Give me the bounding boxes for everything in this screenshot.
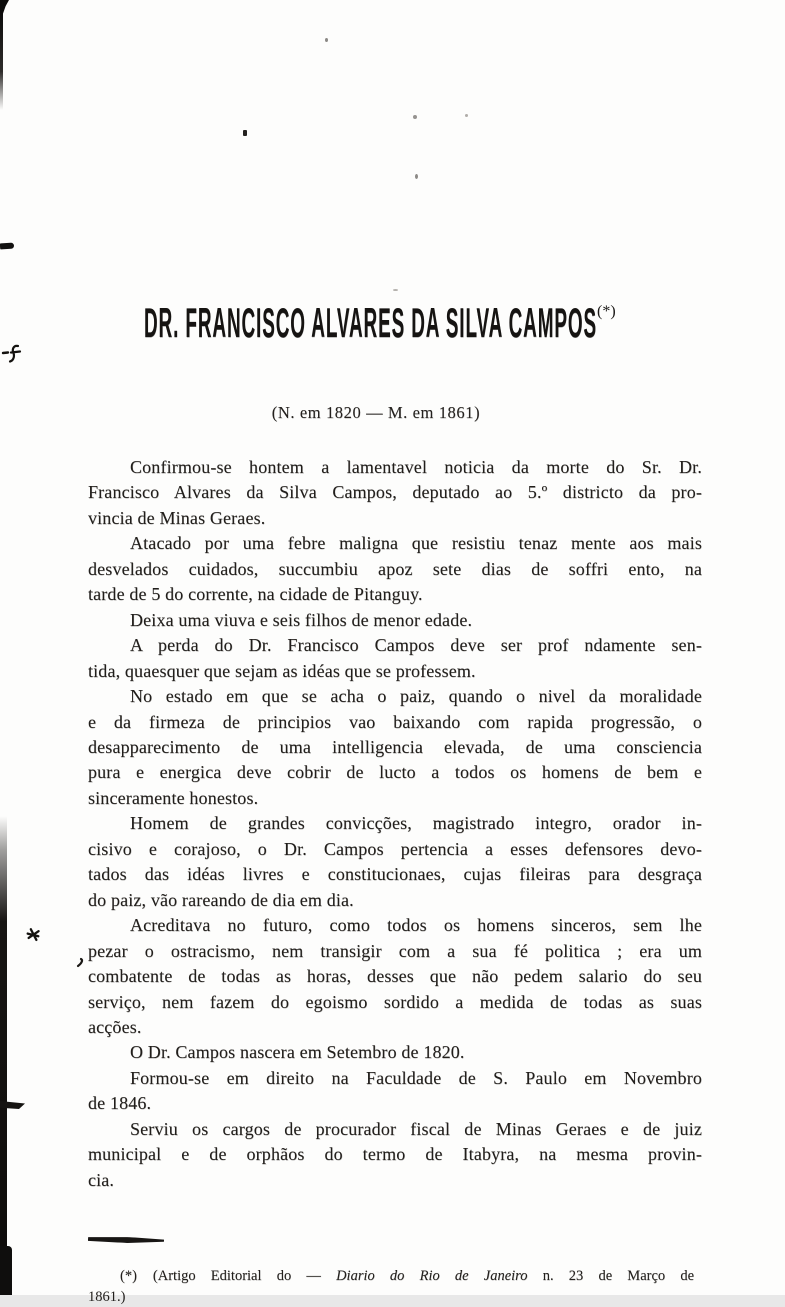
scan-pen-mark (2, 344, 24, 369)
scan-ink-blob-top-left (0, 0, 9, 15)
text-line: O Dr. Campos nascera em Setembro de 1820. (130, 1042, 465, 1063)
text-line: Confirmou-se hontem a lamentavel noticia da morte do Sr. Dr. (130, 457, 702, 477)
text-line: acções. (88, 1016, 142, 1037)
text-line: Serviu os cargos de procurador fiscal de Minas Geraes e de juiz (130, 1118, 702, 1139)
text-line: tida, quaesquer que sejam as idéas que se professem. (88, 660, 476, 681)
text-line: Deixa uma viuva e seis filhos de menor edade. (130, 609, 473, 630)
text-line: combatente de todas as horas, desses que não pedem salario do seu (88, 966, 702, 987)
text-line: Homem de grandes convicções, magistrado integro, orador in- (130, 813, 702, 834)
footnote (120, 1266, 694, 1286)
text-line: municipal e de orphãos do termo de Itabyra, na mesma provin- (88, 1144, 702, 1165)
text-line: Formou-se em direito na Faculdade de S. Paulo em Novembro (130, 1067, 702, 1088)
footnote-journal-name: Diario do Rio de Janeiro (336, 1268, 528, 1284)
text-line: Acreditava no futuro, como todos os homens sinceros, sem lhe (130, 915, 702, 936)
scan-binding-dash-left (0, 1101, 25, 1109)
scan-margin-dash (0, 243, 14, 250)
scan-speck (465, 114, 468, 117)
text-line: desapparecimento de uma intelligencia elevada, de uma consciencia (88, 736, 702, 757)
text-line: No estado em que se acha o paiz, quando o nivel da moralidade (130, 686, 702, 707)
life-dates-subtitle: (N. em 1820 — M. em 1861) (271, 403, 481, 422)
text-line: Atacado por uma febre maligna que resistiu tenaz mente aos mais (130, 533, 702, 554)
scan-speck (415, 174, 418, 179)
text-line: serviço, nem fazem do egoismo sordido a medida de todas as suas (88, 991, 702, 1012)
footnote-marker: (*) (120, 1268, 137, 1284)
text-line: tados das idéas livres e constitucionaes, cujas fileiras para desgraça (88, 864, 702, 885)
text-line: pezar o ostracismo, nem transigir com a sua fé politica ; era um (88, 940, 702, 961)
scan-stray-comma (76, 956, 84, 974)
footnote-reference-marker: (*) (597, 303, 616, 320)
text-line: A perda do Dr. Francisco Campos deve ser prof ndamente sen- (130, 635, 702, 656)
text-line: cisivo e corajoso, o Dr. Campos pertencia a esses defensores devo- (88, 838, 702, 859)
footnote-wrapped-line: 1861.) (88, 1289, 126, 1305)
scan-speck (325, 38, 328, 42)
text-line: sinceramente honestos. (88, 787, 259, 808)
scan-ink-line-top-left (0, 0, 3, 110)
scan-speck (243, 130, 247, 136)
text-line: desvelados cuidados, succumbiu apoz sete dias de soffri ento, na (88, 558, 702, 579)
text-line: do paiz, vão rareando de dia em dia. (88, 889, 354, 910)
scan-speck (393, 289, 398, 291)
footnote-text-before: (Artigo Editorial do — (152, 1268, 337, 1284)
text-line: cia. (88, 1169, 115, 1190)
scan-speck (413, 115, 417, 119)
text-line: vincia de Minas Geraes. (88, 507, 266, 528)
text-line: e da firmeza de principios vao baixando com rapida progressão, o (88, 711, 702, 732)
text-line: Francisco Alvares da Silva Campos, deputado ao 5.º districto da pro- (88, 482, 702, 503)
scan-binding-blob-left (0, 1246, 12, 1295)
scan-asterisk-mark (24, 927, 42, 948)
footnote-text-after: n. 23 de Março de (527, 1268, 695, 1284)
article-body (88, 455, 702, 1193)
text-line: de 1846. (88, 1093, 152, 1114)
footnote-rule (88, 1236, 164, 1244)
page-title: DR. FRANCISCO ALVARES DA SILVA CAMPOS (144, 299, 597, 346)
scan-binding-line-left (0, 816, 7, 1295)
text-line: pura e energica deve cobrir de lucto a todos os homens de bem e (88, 762, 702, 783)
text-line: tarde de 5 do corrente, na cidade de Pitanguy. (88, 584, 423, 605)
